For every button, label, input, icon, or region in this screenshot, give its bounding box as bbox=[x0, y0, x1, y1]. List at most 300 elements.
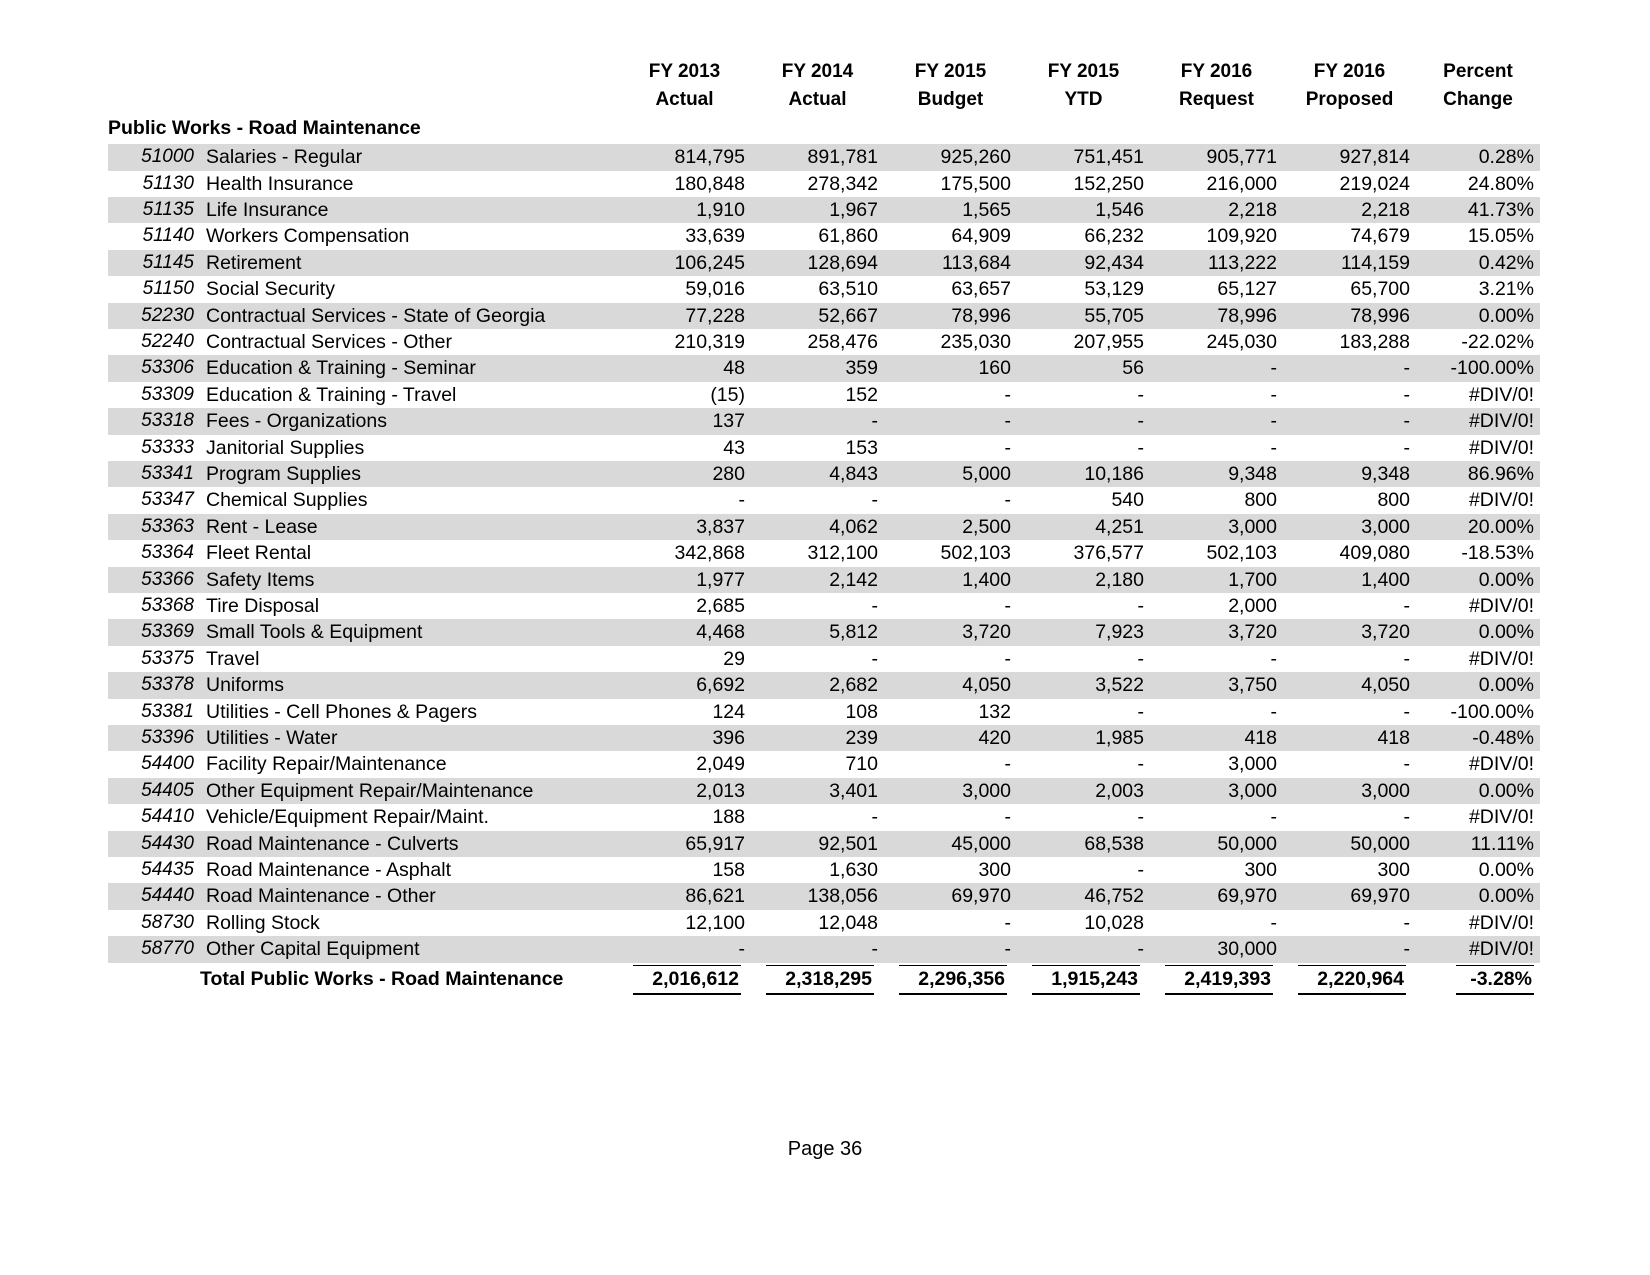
account-code: 51000 bbox=[108, 144, 200, 170]
cell-fy2015ytd: 2,003 bbox=[1017, 778, 1150, 804]
cell-percent-change: -22.02% bbox=[1416, 329, 1540, 355]
cell-percent-change: 0.00% bbox=[1416, 303, 1540, 329]
account-code: 53375 bbox=[108, 646, 200, 672]
cell-fy2014: 128,694 bbox=[751, 250, 884, 276]
header-fy2016-proposed bbox=[1283, 58, 1416, 115]
cell-percent-change: 41.73% bbox=[1416, 197, 1540, 223]
table-row bbox=[108, 804, 1540, 830]
account-description: Vehicle/Equipment Repair/Maint. bbox=[200, 804, 618, 830]
cell-fy2015budget: - bbox=[884, 751, 1017, 777]
cell-fy2016request: - bbox=[1150, 699, 1283, 725]
cell-fy2016proposed: 800 bbox=[1283, 487, 1416, 513]
account-description: Health Insurance bbox=[200, 171, 618, 197]
total-value: 2,296,356 bbox=[899, 965, 1007, 995]
cell-fy2016proposed: 219,024 bbox=[1283, 171, 1416, 197]
section-title: Public Works - Road Maintenance bbox=[108, 115, 1540, 144]
cell-fy2016proposed: 409,080 bbox=[1283, 540, 1416, 566]
cell-fy2015ytd: - bbox=[1017, 593, 1150, 619]
cell-fy2014: 92,501 bbox=[751, 831, 884, 857]
account-code: 53366 bbox=[108, 567, 200, 593]
account-code: 54435 bbox=[108, 857, 200, 883]
cell-fy2015budget: 300 bbox=[884, 857, 1017, 883]
cell-fy2013: 48 bbox=[618, 355, 751, 381]
cell-fy2015ytd: - bbox=[1017, 699, 1150, 725]
total-value: 2,419,393 bbox=[1165, 965, 1273, 995]
cell-fy2014: 2,682 bbox=[751, 672, 884, 698]
header-line2: Budget bbox=[917, 88, 984, 110]
cell-percent-change: 0.00% bbox=[1416, 567, 1540, 593]
cell-fy2016request: 109,920 bbox=[1150, 223, 1283, 249]
cell-fy2016proposed: - bbox=[1283, 593, 1416, 619]
account-code: 53364 bbox=[108, 540, 200, 566]
account-code: 51150 bbox=[108, 276, 200, 302]
table-row bbox=[108, 197, 1540, 223]
cell-fy2016proposed: - bbox=[1283, 936, 1416, 962]
cell-fy2016proposed: - bbox=[1283, 804, 1416, 830]
cell-fy2015budget: - bbox=[884, 804, 1017, 830]
account-code: 52240 bbox=[108, 329, 200, 355]
cell-fy2014: 4,843 bbox=[751, 461, 884, 487]
cell-fy2016request: 3,000 bbox=[1150, 514, 1283, 540]
cell-fy2016request: 1,700 bbox=[1150, 567, 1283, 593]
account-code: 53363 bbox=[108, 514, 200, 540]
account-code: 53378 bbox=[108, 672, 200, 698]
cell-fy2016proposed: 69,970 bbox=[1283, 883, 1416, 909]
cell-fy2015ytd: - bbox=[1017, 382, 1150, 408]
cell-percent-change: 0.28% bbox=[1416, 144, 1540, 170]
cell-fy2013: - bbox=[618, 936, 751, 962]
cell-fy2014: 138,056 bbox=[751, 883, 884, 909]
budget-table bbox=[108, 58, 1540, 995]
account-code: 53396 bbox=[108, 725, 200, 751]
cell-percent-change: #DIV/0! bbox=[1416, 751, 1540, 777]
cell-fy2013: 280 bbox=[618, 461, 751, 487]
total-fy2016proposed bbox=[1283, 963, 1416, 995]
table-row bbox=[108, 646, 1540, 672]
account-code: 58730 bbox=[108, 910, 200, 936]
cell-fy2013: - bbox=[618, 487, 751, 513]
cell-fy2013: 65,917 bbox=[618, 831, 751, 857]
header-row bbox=[108, 58, 1540, 115]
cell-fy2016proposed: - bbox=[1283, 751, 1416, 777]
cell-fy2016proposed: - bbox=[1283, 435, 1416, 461]
cell-fy2016request: - bbox=[1150, 408, 1283, 434]
cell-fy2015ytd: 152,250 bbox=[1017, 171, 1150, 197]
account-description: Janitorial Supplies bbox=[200, 435, 618, 461]
cell-fy2016request: 2,218 bbox=[1150, 197, 1283, 223]
cell-fy2015ytd: 55,705 bbox=[1017, 303, 1150, 329]
header-line1: Percent bbox=[1443, 61, 1513, 82]
header-line2: Proposed bbox=[1305, 88, 1394, 110]
header-line1: FY 2014 bbox=[781, 61, 854, 82]
cell-fy2013: 43 bbox=[618, 435, 751, 461]
cell-fy2016request: 300 bbox=[1150, 857, 1283, 883]
table-row bbox=[108, 329, 1540, 355]
cell-fy2013: 2,013 bbox=[618, 778, 751, 804]
cell-fy2015ytd: 7,923 bbox=[1017, 619, 1150, 645]
table-row bbox=[108, 144, 1540, 170]
table-row bbox=[108, 435, 1540, 461]
cell-fy2016proposed: 1,400 bbox=[1283, 567, 1416, 593]
header-line2: Change bbox=[1443, 88, 1513, 110]
table-row bbox=[108, 593, 1540, 619]
table-row bbox=[108, 540, 1540, 566]
cell-fy2014: 710 bbox=[751, 751, 884, 777]
cell-fy2014: - bbox=[751, 408, 884, 434]
cell-fy2013: 77,228 bbox=[618, 303, 751, 329]
cell-fy2016request: 50,000 bbox=[1150, 831, 1283, 857]
account-code: 53306 bbox=[108, 355, 200, 381]
cell-fy2016request: 2,000 bbox=[1150, 593, 1283, 619]
cell-fy2015budget: 1,400 bbox=[884, 567, 1017, 593]
cell-fy2016request: 9,348 bbox=[1150, 461, 1283, 487]
cell-fy2013: 2,685 bbox=[618, 593, 751, 619]
account-description: Salaries - Regular bbox=[200, 144, 618, 170]
cell-fy2013: 158 bbox=[618, 857, 751, 883]
table-body bbox=[108, 115, 1540, 995]
cell-fy2013: 814,795 bbox=[618, 144, 751, 170]
cell-fy2016request: 3,000 bbox=[1150, 751, 1283, 777]
total-value: -3.28% bbox=[1456, 965, 1534, 995]
cell-fy2016proposed: 65,700 bbox=[1283, 276, 1416, 302]
cell-fy2016proposed: 927,814 bbox=[1283, 144, 1416, 170]
cell-percent-change: 20.00% bbox=[1416, 514, 1540, 540]
total-code-spacer bbox=[108, 963, 200, 995]
cell-fy2013: 1,910 bbox=[618, 197, 751, 223]
cell-percent-change: #DIV/0! bbox=[1416, 435, 1540, 461]
account-description: Rolling Stock bbox=[200, 910, 618, 936]
cell-fy2015ytd: 1,985 bbox=[1017, 725, 1150, 751]
account-description: Facility Repair/Maintenance bbox=[200, 751, 618, 777]
cell-fy2013: 12,100 bbox=[618, 910, 751, 936]
cell-fy2016request: 502,103 bbox=[1150, 540, 1283, 566]
cell-fy2014: 12,048 bbox=[751, 910, 884, 936]
cell-fy2016request: 245,030 bbox=[1150, 329, 1283, 355]
table-row bbox=[108, 461, 1540, 487]
cell-fy2015budget: 4,050 bbox=[884, 672, 1017, 698]
account-description: Safety Items bbox=[200, 567, 618, 593]
cell-fy2015budget: 235,030 bbox=[884, 329, 1017, 355]
account-description: Road Maintenance - Culverts bbox=[200, 831, 618, 857]
cell-fy2015ytd: - bbox=[1017, 435, 1150, 461]
cell-fy2016request: 800 bbox=[1150, 487, 1283, 513]
cell-fy2015ytd: 4,251 bbox=[1017, 514, 1150, 540]
account-description: Utilities - Cell Phones & Pagers bbox=[200, 699, 618, 725]
table-row bbox=[108, 910, 1540, 936]
account-description: Life Insurance bbox=[200, 197, 618, 223]
table-row bbox=[108, 276, 1540, 302]
cell-percent-change: -18.53% bbox=[1416, 540, 1540, 566]
cell-fy2013: 210,319 bbox=[618, 329, 751, 355]
cell-percent-change: #DIV/0! bbox=[1416, 382, 1540, 408]
header-code bbox=[108, 58, 200, 115]
cell-fy2015budget: 3,720 bbox=[884, 619, 1017, 645]
cell-percent-change: 0.42% bbox=[1416, 250, 1540, 276]
cell-fy2015ytd: 92,434 bbox=[1017, 250, 1150, 276]
page-footer: Page 36 bbox=[787, 1138, 863, 1160]
account-code: 52230 bbox=[108, 303, 200, 329]
cell-fy2013: 4,468 bbox=[618, 619, 751, 645]
header-fy2015-budget bbox=[884, 58, 1017, 115]
cell-fy2016proposed: - bbox=[1283, 910, 1416, 936]
total-value: 2,220,964 bbox=[1298, 965, 1406, 995]
cell-fy2014: 278,342 bbox=[751, 171, 884, 197]
cell-percent-change: -0.48% bbox=[1416, 725, 1540, 751]
account-description: Travel bbox=[200, 646, 618, 672]
cell-fy2013: (15) bbox=[618, 382, 751, 408]
cell-fy2013: 106,245 bbox=[618, 250, 751, 276]
cell-fy2014: 1,630 bbox=[751, 857, 884, 883]
account-code: 53309 bbox=[108, 382, 200, 408]
account-description: Social Security bbox=[200, 276, 618, 302]
total-value: 1,915,243 bbox=[1032, 965, 1140, 995]
cell-fy2015budget: - bbox=[884, 382, 1017, 408]
table-row bbox=[108, 778, 1540, 804]
account-description: Workers Compensation bbox=[200, 223, 618, 249]
cell-fy2015ytd: 376,577 bbox=[1017, 540, 1150, 566]
cell-fy2013: 342,868 bbox=[618, 540, 751, 566]
header-line1: FY 2016 bbox=[1313, 61, 1386, 82]
cell-fy2015ytd: - bbox=[1017, 408, 1150, 434]
cell-fy2015budget: 113,684 bbox=[884, 250, 1017, 276]
account-code: 51140 bbox=[108, 223, 200, 249]
account-code: 53381 bbox=[108, 699, 200, 725]
table-row bbox=[108, 936, 1540, 962]
total-label: Total Public Works - Road Maintenance bbox=[200, 963, 618, 995]
cell-fy2014: 61,860 bbox=[751, 223, 884, 249]
cell-percent-change: -100.00% bbox=[1416, 355, 1540, 381]
account-description: Uniforms bbox=[200, 672, 618, 698]
account-description: Road Maintenance - Asphalt bbox=[200, 857, 618, 883]
cell-fy2015budget: - bbox=[884, 936, 1017, 962]
cell-fy2015budget: 63,657 bbox=[884, 276, 1017, 302]
cell-percent-change: 3.21% bbox=[1416, 276, 1540, 302]
table-row bbox=[108, 751, 1540, 777]
cell-fy2013: 59,016 bbox=[618, 276, 751, 302]
table-row bbox=[108, 883, 1540, 909]
cell-fy2015ytd: 2,180 bbox=[1017, 567, 1150, 593]
account-code: 54400 bbox=[108, 751, 200, 777]
cell-percent-change: #DIV/0! bbox=[1416, 646, 1540, 672]
cell-fy2016proposed: 4,050 bbox=[1283, 672, 1416, 698]
cell-fy2015budget: - bbox=[884, 435, 1017, 461]
cell-fy2015ytd: 751,451 bbox=[1017, 144, 1150, 170]
cell-fy2014: - bbox=[751, 936, 884, 962]
cell-fy2015ytd: 66,232 bbox=[1017, 223, 1150, 249]
cell-fy2016proposed: 300 bbox=[1283, 857, 1416, 883]
cell-fy2014: - bbox=[751, 646, 884, 672]
account-description: Other Equipment Repair/Maintenance bbox=[200, 778, 618, 804]
account-description: Contractual Services - State of Georgia bbox=[200, 303, 618, 329]
cell-fy2014: 312,100 bbox=[751, 540, 884, 566]
account-description: Rent - Lease bbox=[200, 514, 618, 540]
table-row bbox=[108, 857, 1540, 883]
cell-fy2015budget: - bbox=[884, 593, 1017, 619]
cell-fy2014: 3,401 bbox=[751, 778, 884, 804]
account-code: 54430 bbox=[108, 831, 200, 857]
cell-fy2016request: 905,771 bbox=[1150, 144, 1283, 170]
cell-percent-change: 24.80% bbox=[1416, 171, 1540, 197]
cell-fy2014: 63,510 bbox=[751, 276, 884, 302]
cell-fy2016proposed: 9,348 bbox=[1283, 461, 1416, 487]
total-percent-change bbox=[1416, 963, 1540, 995]
cell-fy2016request: - bbox=[1150, 646, 1283, 672]
table-row bbox=[108, 619, 1540, 645]
account-description: Education & Training - Seminar bbox=[200, 355, 618, 381]
cell-fy2015ytd: 3,522 bbox=[1017, 672, 1150, 698]
account-code: 53318 bbox=[108, 408, 200, 434]
cell-fy2016proposed: 3,000 bbox=[1283, 514, 1416, 540]
cell-fy2015ytd: 10,186 bbox=[1017, 461, 1150, 487]
cell-fy2016request: - bbox=[1150, 355, 1283, 381]
cell-fy2016proposed: 74,679 bbox=[1283, 223, 1416, 249]
cell-fy2014: - bbox=[751, 804, 884, 830]
table-row bbox=[108, 223, 1540, 249]
total-fy2015ytd bbox=[1017, 963, 1150, 995]
cell-percent-change: #DIV/0! bbox=[1416, 487, 1540, 513]
account-description: Small Tools & Equipment bbox=[200, 619, 618, 645]
cell-fy2014: 4,062 bbox=[751, 514, 884, 540]
cell-percent-change: 0.00% bbox=[1416, 778, 1540, 804]
cell-fy2015budget: 175,500 bbox=[884, 171, 1017, 197]
cell-percent-change: 15.05% bbox=[1416, 223, 1540, 249]
cell-fy2015budget: - bbox=[884, 910, 1017, 936]
total-fy2014 bbox=[751, 963, 884, 995]
cell-fy2015budget: 925,260 bbox=[884, 144, 1017, 170]
cell-fy2015budget: 502,103 bbox=[884, 540, 1017, 566]
cell-fy2013: 188 bbox=[618, 804, 751, 830]
cell-fy2015ytd: - bbox=[1017, 751, 1150, 777]
cell-fy2015budget: 1,565 bbox=[884, 197, 1017, 223]
header-line2: YTD bbox=[1064, 88, 1103, 110]
cell-fy2015ytd: 53,129 bbox=[1017, 276, 1150, 302]
total-fy2015budget bbox=[884, 963, 1017, 995]
cell-fy2016request: 3,720 bbox=[1150, 619, 1283, 645]
header-percent-change bbox=[1416, 58, 1540, 115]
cell-fy2016request: - bbox=[1150, 804, 1283, 830]
cell-percent-change: #DIV/0! bbox=[1416, 408, 1540, 434]
cell-fy2014: 108 bbox=[751, 699, 884, 725]
cell-fy2015ytd: 68,538 bbox=[1017, 831, 1150, 857]
cell-fy2014: - bbox=[751, 593, 884, 619]
cell-fy2014: 891,781 bbox=[751, 144, 884, 170]
cell-fy2015budget: 420 bbox=[884, 725, 1017, 751]
account-code: 53369 bbox=[108, 619, 200, 645]
table-row bbox=[108, 725, 1540, 751]
cell-fy2014: 153 bbox=[751, 435, 884, 461]
cell-fy2016request: 30,000 bbox=[1150, 936, 1283, 962]
table-row bbox=[108, 408, 1540, 434]
account-description: Fleet Rental bbox=[200, 540, 618, 566]
total-fy2013 bbox=[618, 963, 751, 995]
header-line2: Actual bbox=[655, 88, 714, 110]
cell-percent-change: 0.00% bbox=[1416, 619, 1540, 645]
cell-fy2016request: 3,750 bbox=[1150, 672, 1283, 698]
cell-fy2014: 359 bbox=[751, 355, 884, 381]
cell-fy2016proposed: 50,000 bbox=[1283, 831, 1416, 857]
account-code: 51135 bbox=[108, 197, 200, 223]
cell-fy2016request: 113,222 bbox=[1150, 250, 1283, 276]
total-row bbox=[108, 963, 1540, 995]
cell-fy2015ytd: 46,752 bbox=[1017, 883, 1150, 909]
cell-percent-change: 0.00% bbox=[1416, 883, 1540, 909]
cell-fy2014: - bbox=[751, 487, 884, 513]
cell-percent-change: 0.00% bbox=[1416, 857, 1540, 883]
cell-fy2014: 2,142 bbox=[751, 567, 884, 593]
cell-fy2015budget: - bbox=[884, 646, 1017, 672]
cell-fy2016proposed: 418 bbox=[1283, 725, 1416, 751]
cell-fy2016proposed: - bbox=[1283, 382, 1416, 408]
cell-fy2016request: 65,127 bbox=[1150, 276, 1283, 302]
header-line2: Actual bbox=[788, 88, 847, 110]
cell-fy2015ytd: - bbox=[1017, 857, 1150, 883]
account-description: Retirement bbox=[200, 250, 618, 276]
header-line1: FY 2016 bbox=[1180, 61, 1253, 82]
account-description: Road Maintenance - Other bbox=[200, 883, 618, 909]
table-row bbox=[108, 250, 1540, 276]
cell-fy2016proposed: 3,000 bbox=[1283, 778, 1416, 804]
cell-fy2014: 52,667 bbox=[751, 303, 884, 329]
cell-fy2013: 1,977 bbox=[618, 567, 751, 593]
cell-fy2013: 2,049 bbox=[618, 751, 751, 777]
cell-percent-change: 11.11% bbox=[1416, 831, 1540, 857]
cell-fy2016request: 418 bbox=[1150, 725, 1283, 751]
cell-fy2013: 29 bbox=[618, 646, 751, 672]
table-row bbox=[108, 171, 1540, 197]
account-code: 51145 bbox=[108, 250, 200, 276]
account-description: Other Capital Equipment bbox=[200, 936, 618, 962]
header-line2: Request bbox=[1179, 88, 1254, 110]
cell-percent-change: -100.00% bbox=[1416, 699, 1540, 725]
cell-fy2015budget: 64,909 bbox=[884, 223, 1017, 249]
cell-fy2014: 258,476 bbox=[751, 329, 884, 355]
cell-fy2015budget: 132 bbox=[884, 699, 1017, 725]
cell-fy2016proposed: 2,218 bbox=[1283, 197, 1416, 223]
header-line1: FY 2013 bbox=[648, 61, 721, 82]
cell-fy2015budget: 3,000 bbox=[884, 778, 1017, 804]
account-code: 58770 bbox=[108, 936, 200, 962]
cell-fy2015budget: 5,000 bbox=[884, 461, 1017, 487]
cell-fy2016request: - bbox=[1150, 435, 1283, 461]
cell-fy2013: 137 bbox=[618, 408, 751, 434]
cell-fy2015budget: 160 bbox=[884, 355, 1017, 381]
account-description: Education & Training - Travel bbox=[200, 382, 618, 408]
cell-fy2016request: - bbox=[1150, 910, 1283, 936]
cell-fy2015budget: 69,970 bbox=[884, 883, 1017, 909]
cell-fy2016proposed: - bbox=[1283, 699, 1416, 725]
account-description: Tire Disposal bbox=[200, 593, 618, 619]
cell-fy2016proposed: - bbox=[1283, 408, 1416, 434]
cell-fy2016proposed: 78,996 bbox=[1283, 303, 1416, 329]
cell-percent-change: #DIV/0! bbox=[1416, 593, 1540, 619]
cell-fy2016proposed: - bbox=[1283, 646, 1416, 672]
cell-fy2015budget: - bbox=[884, 487, 1017, 513]
account-code: 53368 bbox=[108, 593, 200, 619]
table-row bbox=[108, 487, 1540, 513]
cell-fy2016request: 69,970 bbox=[1150, 883, 1283, 909]
header-line1: FY 2015 bbox=[914, 61, 987, 82]
account-code: 53333 bbox=[108, 435, 200, 461]
header-fy2013-actual bbox=[618, 58, 751, 115]
cell-fy2014: 5,812 bbox=[751, 619, 884, 645]
account-code: 53341 bbox=[108, 461, 200, 487]
cell-fy2014: 152 bbox=[751, 382, 884, 408]
table-row bbox=[108, 672, 1540, 698]
header-fy2015-ytd bbox=[1017, 58, 1150, 115]
cell-percent-change: #DIV/0! bbox=[1416, 936, 1540, 962]
account-code: 54405 bbox=[108, 778, 200, 804]
cell-fy2016request: - bbox=[1150, 382, 1283, 408]
